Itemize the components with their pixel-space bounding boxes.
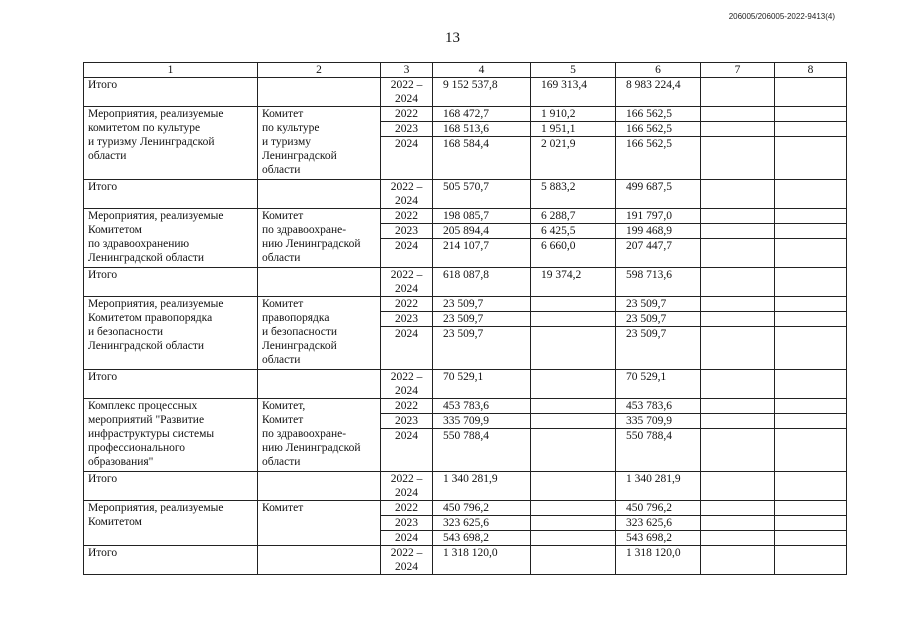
total-value-col4: 505 570,7 [433, 180, 531, 209]
measure-name-line: образования" [88, 456, 154, 468]
value-col6: 23 509,7 [616, 327, 701, 370]
year-cell: 2023 [381, 224, 433, 239]
column-header-4: 4 [433, 63, 531, 78]
total-row [84, 180, 847, 209]
value-col4: 450 796,2 [433, 501, 531, 516]
value-col4: 550 788,4 [433, 429, 531, 472]
executor-cell [258, 209, 381, 268]
total-value-col4: 1 340 281,9 [433, 472, 531, 501]
executor-line: области [262, 354, 301, 366]
measure-name-line: Мероприятия, реализуемые [88, 108, 224, 120]
empty-col8 [775, 399, 847, 414]
value-col4: 198 085,7 [433, 209, 531, 224]
value-col4: 214 107,7 [433, 239, 531, 268]
column-header-8: 8 [775, 63, 847, 78]
total-value-col6: 8 983 224,4 [616, 78, 701, 107]
empty-col7 [701, 472, 775, 501]
value-col6: 199 468,9 [616, 224, 701, 239]
executor-cell [258, 546, 381, 575]
empty-col8 [775, 78, 847, 107]
measure-name-line: Комитетом правопорядка [88, 312, 213, 324]
period-end: 2024 [395, 195, 418, 207]
total-label: Итого [84, 78, 258, 107]
value-col4: 23 509,7 [433, 297, 531, 312]
empty-col8 [775, 239, 847, 268]
executor-line: Комитет [262, 210, 304, 222]
table-row [84, 107, 847, 122]
year-cell: 2022 [381, 297, 433, 312]
empty-col7 [701, 399, 775, 414]
period-cell [381, 78, 433, 107]
column-header-1: 1 [84, 63, 258, 78]
empty-col7 [701, 224, 775, 239]
value-col5 [531, 414, 616, 429]
empty-col8 [775, 546, 847, 575]
executor-line: по культуре [262, 122, 320, 134]
value-col6: 453 783,6 [616, 399, 701, 414]
total-value-col5 [531, 472, 616, 501]
total-value-col6: 1 340 281,9 [616, 472, 701, 501]
value-col5: 6 288,7 [531, 209, 616, 224]
total-row [84, 546, 847, 575]
total-label: Итого [84, 268, 258, 297]
value-col6: 166 562,5 [616, 107, 701, 122]
executor-cell [258, 107, 381, 180]
empty-col7 [701, 516, 775, 531]
total-value-col6: 1 318 120,0 [616, 546, 701, 575]
column-header-5: 5 [531, 63, 616, 78]
empty-col7 [701, 414, 775, 429]
column-header-3: 3 [381, 63, 433, 78]
total-value-col6: 598 713,6 [616, 268, 701, 297]
executor-line: нию Ленинградской [262, 442, 361, 454]
empty-col8 [775, 472, 847, 501]
executor-line: правопорядка [262, 312, 330, 324]
empty-col7 [701, 327, 775, 370]
year-cell: 2023 [381, 312, 433, 327]
empty-col7 [701, 78, 775, 107]
measure-name-line: Мероприятия, реализуемые [88, 298, 224, 310]
value-col4: 168 584,4 [433, 137, 531, 180]
executor-cell [258, 78, 381, 107]
value-col5: 1 910,2 [531, 107, 616, 122]
total-value-col6: 499 687,5 [616, 180, 701, 209]
table-row [84, 297, 847, 312]
executor-cell [258, 399, 381, 472]
measure-name-cell [84, 107, 258, 180]
executor-line: нию Ленинградской [262, 238, 361, 250]
document-stamp: 206005/206005-2022-9413(4) [728, 12, 835, 21]
measure-name-line: Мероприятия, реализуемые [88, 502, 224, 514]
measure-name-line: Комитетом [88, 516, 142, 528]
empty-col7 [701, 239, 775, 268]
empty-col8 [775, 327, 847, 370]
total-value-col6: 70 529,1 [616, 370, 701, 399]
period-cell [381, 268, 433, 297]
period-start: 2022 – [390, 79, 423, 91]
period-start: 2022 – [390, 371, 423, 383]
year-cell: 2022 [381, 107, 433, 122]
empty-col8 [775, 137, 847, 180]
value-col6: 23 509,7 [616, 312, 701, 327]
budget-table [83, 62, 847, 575]
executor-line: Ленинградской [262, 150, 337, 162]
value-col5: 2 021,9 [531, 137, 616, 180]
executor-line: и безопасности [262, 326, 338, 338]
total-row [84, 268, 847, 297]
empty-col7 [701, 180, 775, 209]
year-cell: 2024 [381, 239, 433, 268]
value-col6: 543 698,2 [616, 531, 701, 546]
executor-line: и туризму [262, 136, 311, 148]
year-cell: 2024 [381, 327, 433, 370]
total-value-col4: 1 318 120,0 [433, 546, 531, 575]
measure-name-line: Комитетом [88, 224, 142, 236]
measure-name-line: комитетом по культуре [88, 122, 201, 134]
value-col4: 335 709,9 [433, 414, 531, 429]
value-col5 [531, 501, 616, 516]
empty-col8 [775, 531, 847, 546]
empty-col8 [775, 414, 847, 429]
value-col5 [531, 327, 616, 370]
measure-name-line: и туризму Ленинградской [88, 136, 215, 148]
page-number: 13 [445, 30, 460, 46]
value-col6: 323 625,6 [616, 516, 701, 531]
executor-line: Комитет [262, 414, 304, 426]
value-col6: 191 797,0 [616, 209, 701, 224]
measure-name-line: мероприятий "Развитие [88, 414, 205, 426]
total-row [84, 472, 847, 501]
period-start: 2022 – [390, 181, 423, 193]
empty-col7 [701, 546, 775, 575]
empty-col8 [775, 297, 847, 312]
value-col6: 207 447,7 [616, 239, 701, 268]
total-value-col5: 5 883,2 [531, 180, 616, 209]
year-cell: 2023 [381, 516, 433, 531]
table-row [84, 399, 847, 414]
executor-line: по здравоохране- [262, 224, 347, 236]
empty-col7 [701, 531, 775, 546]
period-end: 2024 [395, 561, 418, 573]
measure-name-line: инфраструктуры системы [88, 428, 215, 440]
table-header-row [84, 63, 847, 78]
value-col5 [531, 399, 616, 414]
empty-col8 [775, 224, 847, 239]
value-col4: 168 513,6 [433, 122, 531, 137]
value-col4: 23 509,7 [433, 327, 531, 370]
empty-col8 [775, 209, 847, 224]
value-col6: 335 709,9 [616, 414, 701, 429]
total-label: Итого [84, 370, 258, 399]
empty-col8 [775, 501, 847, 516]
column-header-6: 6 [616, 63, 701, 78]
measure-name-cell [84, 209, 258, 268]
year-cell: 2024 [381, 429, 433, 472]
empty-col8 [775, 429, 847, 472]
empty-col7 [701, 122, 775, 137]
executor-line: области [262, 456, 301, 468]
measure-name-line: области [88, 150, 127, 162]
column-header-7: 7 [701, 63, 775, 78]
value-col5 [531, 312, 616, 327]
executor-cell [258, 268, 381, 297]
year-cell: 2023 [381, 122, 433, 137]
period-cell [381, 472, 433, 501]
total-value-col4: 618 087,8 [433, 268, 531, 297]
period-start: 2022 – [390, 269, 423, 281]
period-start: 2022 – [390, 547, 423, 559]
measure-name-cell [84, 399, 258, 472]
year-cell: 2022 [381, 399, 433, 414]
measure-name-line: Ленинградской области [88, 252, 205, 264]
empty-col8 [775, 107, 847, 122]
measure-name-line: и безопасности [88, 326, 164, 338]
value-col4: 453 783,6 [433, 399, 531, 414]
value-col4: 168 472,7 [433, 107, 531, 122]
empty-col8 [775, 122, 847, 137]
column-header-2: 2 [258, 63, 381, 78]
total-label: Итого [84, 546, 258, 575]
year-cell: 2024 [381, 137, 433, 180]
value-col4: 23 509,7 [433, 312, 531, 327]
total-row [84, 78, 847, 107]
empty-col7 [701, 209, 775, 224]
empty-col8 [775, 268, 847, 297]
value-col5 [531, 429, 616, 472]
executor-cell [258, 370, 381, 399]
executor-cell [258, 472, 381, 501]
value-col6: 23 509,7 [616, 297, 701, 312]
empty-col7 [701, 107, 775, 122]
value-col5 [531, 531, 616, 546]
executor-line: Комитет [262, 298, 304, 310]
executor-line: Комитет [262, 502, 304, 514]
empty-col7 [701, 501, 775, 516]
empty-col7 [701, 297, 775, 312]
executor-line: по здравоохране- [262, 428, 347, 440]
total-value-col4: 9 152 537,8 [433, 78, 531, 107]
executor-line: Комитет, [262, 400, 306, 412]
measure-name-line: по здравоохранению [88, 238, 190, 250]
period-end: 2024 [395, 385, 418, 397]
value-col5 [531, 516, 616, 531]
executor-cell [258, 501, 381, 546]
period-start: 2022 – [390, 473, 423, 485]
period-cell [381, 370, 433, 399]
total-value-col5: 169 313,4 [531, 78, 616, 107]
value-col5 [531, 297, 616, 312]
measure-name-line: Комплекс процессных [88, 400, 198, 412]
total-value-col5 [531, 546, 616, 575]
total-row [84, 370, 847, 399]
measure-name-cell [84, 501, 258, 546]
year-cell: 2023 [381, 414, 433, 429]
value-col6: 450 796,2 [616, 501, 701, 516]
value-col5: 6 425,5 [531, 224, 616, 239]
period-cell [381, 180, 433, 209]
executor-cell [258, 297, 381, 370]
measure-name-cell [84, 297, 258, 370]
value-col5: 6 660,0 [531, 239, 616, 268]
empty-col8 [775, 370, 847, 399]
empty-col8 [775, 312, 847, 327]
empty-col7 [701, 268, 775, 297]
empty-col8 [775, 516, 847, 531]
executor-line: Комитет [262, 108, 304, 120]
value-col6: 550 788,4 [616, 429, 701, 472]
empty-col7 [701, 137, 775, 180]
table-row [84, 209, 847, 224]
period-end: 2024 [395, 93, 418, 105]
table-row [84, 501, 847, 516]
executor-line: области [262, 252, 301, 264]
executor-line: области [262, 164, 301, 176]
executor-cell [258, 180, 381, 209]
measure-name-line: профессионального [88, 442, 186, 454]
total-label: Итого [84, 180, 258, 209]
period-cell [381, 546, 433, 575]
year-cell: 2022 [381, 209, 433, 224]
empty-col7 [701, 429, 775, 472]
measure-name-line: Мероприятия, реализуемые [88, 210, 224, 222]
empty-col7 [701, 370, 775, 399]
year-cell: 2022 [381, 501, 433, 516]
value-col5: 1 951,1 [531, 122, 616, 137]
total-value-col4: 70 529,1 [433, 370, 531, 399]
year-cell: 2024 [381, 531, 433, 546]
value-col4: 323 625,6 [433, 516, 531, 531]
value-col6: 166 562,5 [616, 122, 701, 137]
empty-col8 [775, 180, 847, 209]
empty-col7 [701, 312, 775, 327]
measure-name-line: Ленинградской области [88, 340, 205, 352]
value-col4: 543 698,2 [433, 531, 531, 546]
total-value-col5 [531, 370, 616, 399]
executor-line: Ленинградской [262, 340, 337, 352]
total-label: Итого [84, 472, 258, 501]
period-end: 2024 [395, 283, 418, 295]
value-col6: 166 562,5 [616, 137, 701, 180]
period-end: 2024 [395, 487, 418, 499]
value-col4: 205 894,4 [433, 224, 531, 239]
total-value-col5: 19 374,2 [531, 268, 616, 297]
